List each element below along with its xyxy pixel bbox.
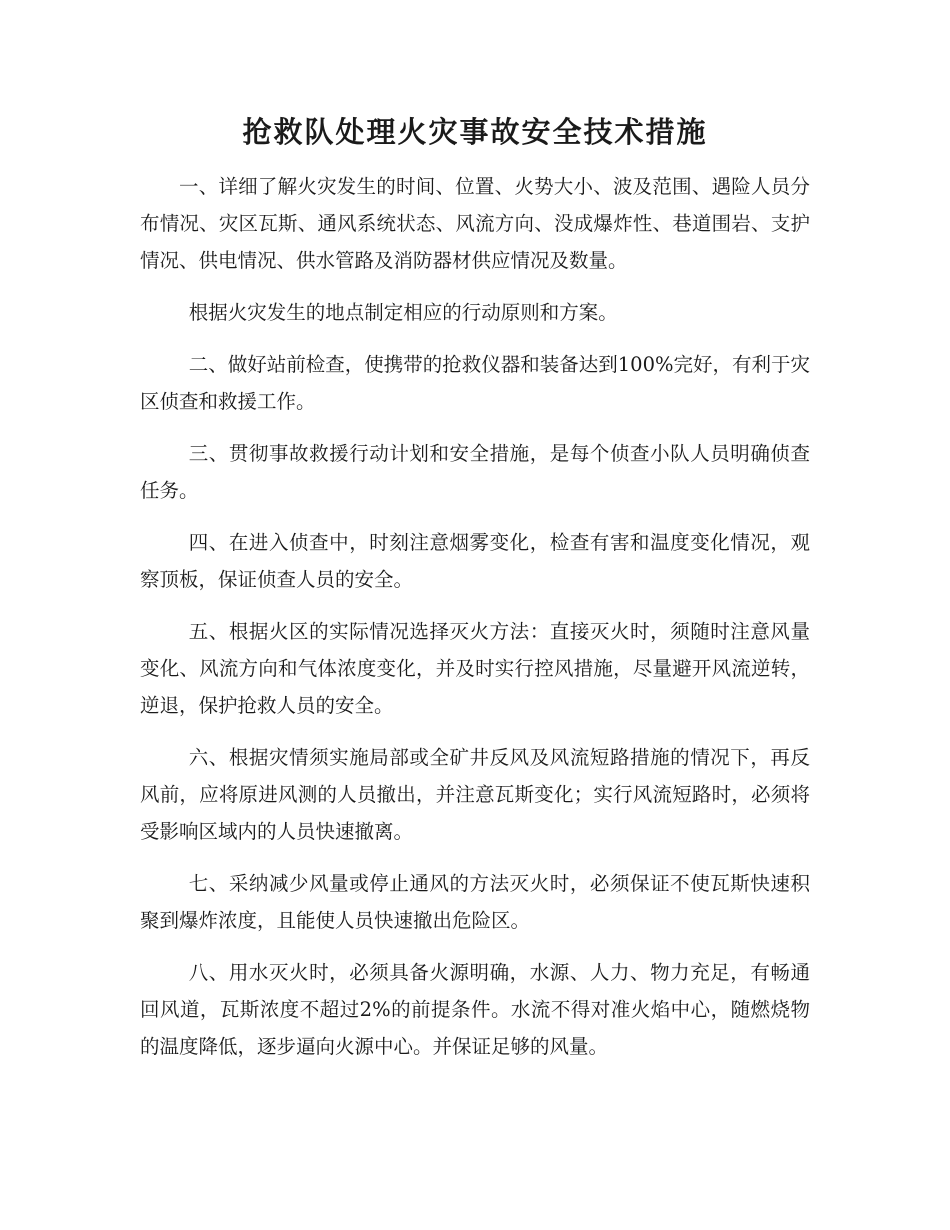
paragraph-7: 六、根据灾情须实施局部或全矿井反风及风流短路措施的情况下，再反风前，应将原进风测的人员撤出，并注意瓦斯变化；实行风流短路时，必须将受影响区域内的人员快速撤离。	[140, 746, 810, 843]
paragraph-6: 五、根据火区的实际情况选择灭火方法：直接灭火时，须随时注意风量变化、风流方向和气体浓度变化，并及时实行控风措施，尽量避开风流逆转，逆退，保护抢救人员的安全。	[140, 620, 810, 717]
paragraph-4: 三、贯彻事故救援行动计划和安全措施，是每个侦查小队人员明确侦查任务。	[140, 442, 810, 502]
paragraph-1: 一、详细了解火灾发生的时间、位置、火势大小、波及范围、遇险人员分布情况、灾区瓦斯、通风系统状态、风流方向、没成爆炸性、巷道围岩、支护情况、供电情况、供水管路及消防器材供应情况及数量。	[140, 175, 810, 272]
document-title: 抢救队处理火灾事故安全技术措施	[242, 115, 708, 149]
paragraph-2: 根据火灾发生的地点制定相应的行动原则和方案。	[188, 301, 618, 324]
paragraph-8: 七、采纳减少风量或停止通风的方法灭火时，必须保证不使瓦斯快速积聚到爆炸浓度，且能使人员快速撤出危险区。	[140, 872, 810, 932]
paragraph-3: 二、做好站前检查，使携带的抢救仪器和装备达到100%完好，有利于灾区侦查和救援工作。	[140, 353, 810, 413]
paragraph-9: 八、用水灭火时，必须具备火源明确，水源、人力、物力充足，有畅通回风道，瓦斯浓度不超过2%的前提条件。水流不得对准火焰中心，随燃烧物的温度降低，逐步逼向火源中心。并保证足够的风量。	[140, 961, 810, 1058]
paragraph-5: 四、在进入侦查中，时刻注意烟雾变化，检查有害和温度变化情况，观察顶板，保证侦查人员的安全。	[140, 531, 810, 591]
